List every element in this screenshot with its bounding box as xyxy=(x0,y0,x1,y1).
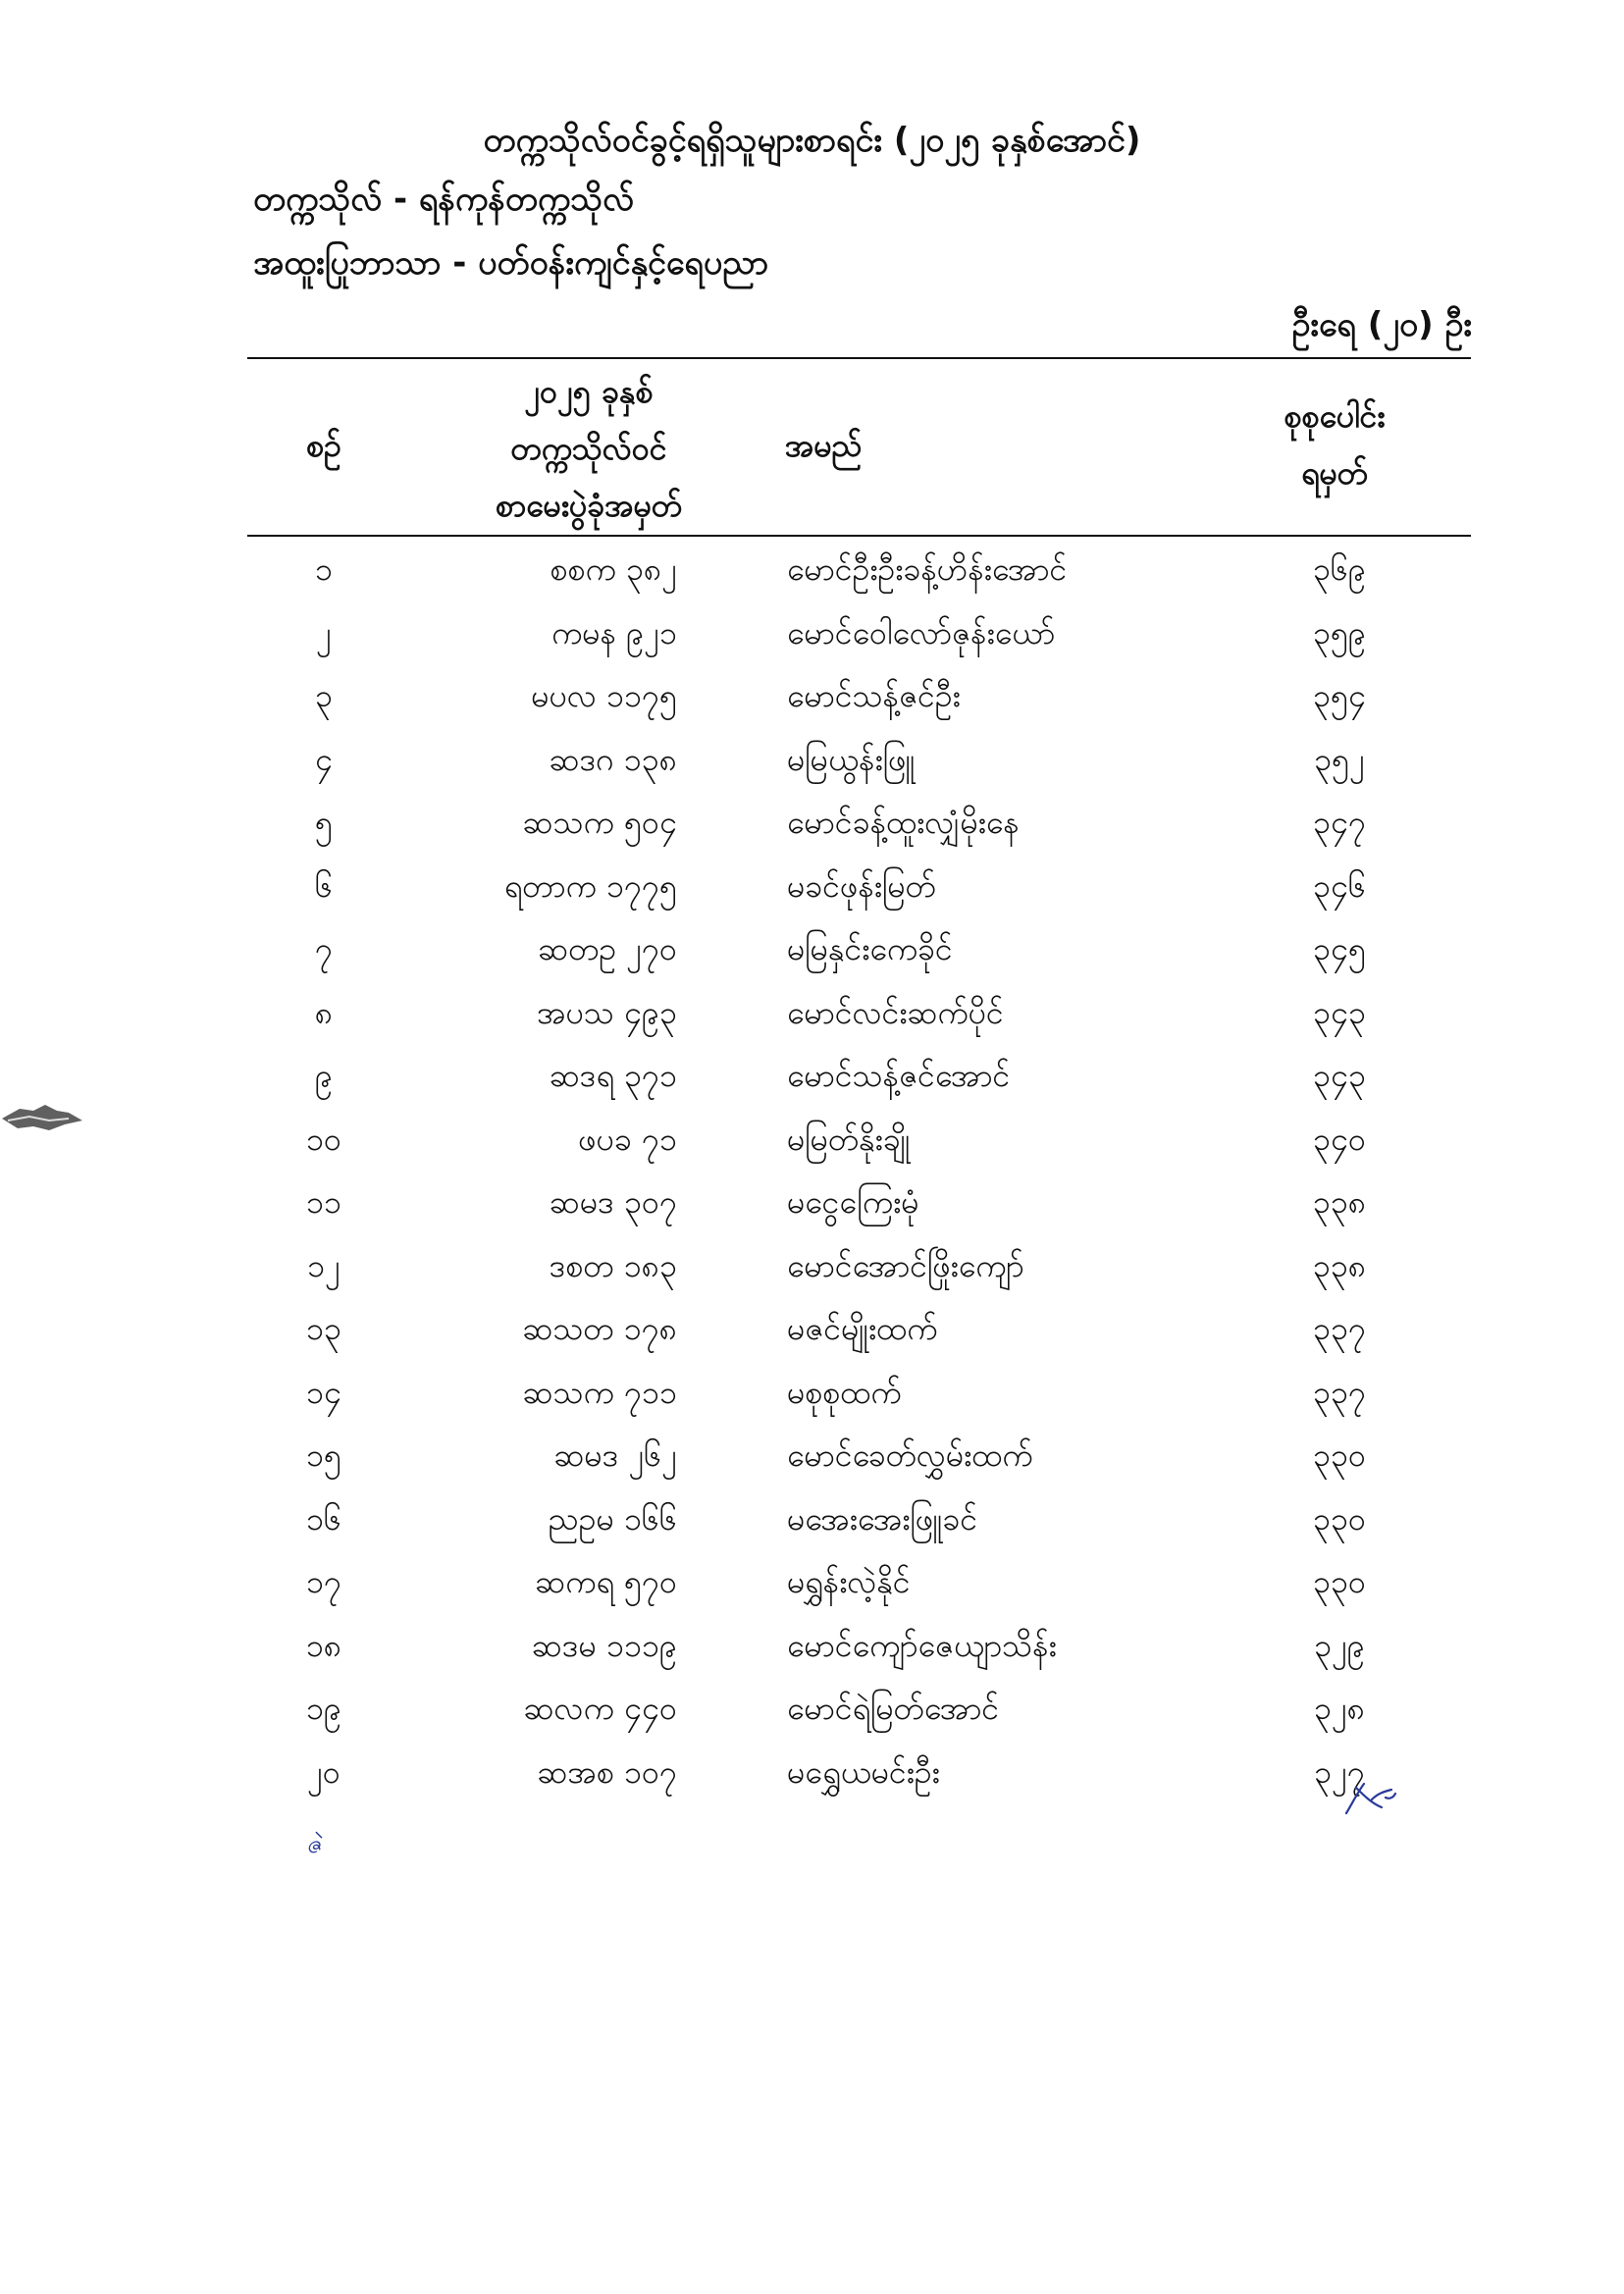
row-roll-number: ဆကရ ၅၇၀ xyxy=(535,1563,677,1600)
row-total-mark: ၃၅၉ xyxy=(1313,613,1366,652)
table-row xyxy=(0,1108,1624,1172)
signature-mark xyxy=(1342,1778,1397,1817)
row-total-mark: ၃၂၇ xyxy=(1314,1752,1365,1791)
row-roll-number: ဖပခ ၇၁ xyxy=(578,1120,677,1158)
row-roll-number: ဆဒရ ၃၇၁ xyxy=(549,1057,677,1094)
row-number: ၁၅ xyxy=(306,1436,341,1474)
table-top-rule xyxy=(247,357,1471,359)
table-header-rule xyxy=(247,535,1471,537)
row-name: မငွေကြေးမုံ xyxy=(787,1183,919,1221)
row-roll-number: ဆသက ၅၀၄ xyxy=(522,804,677,841)
row-name: မောင်ဝေါလော်ဇုန်းယော် xyxy=(787,613,1056,652)
table-row xyxy=(0,791,1624,855)
column-header-roll-line1: ၂၀၂၅ ခုနှစ် xyxy=(524,373,654,410)
row-roll-number: မပလ ၁၁၇၅ xyxy=(531,677,677,714)
row-name: မအေးအေးဖြူခင် xyxy=(787,1499,978,1538)
column-header-no: စဉ် xyxy=(306,427,341,464)
row-name: မစုစုထက် xyxy=(787,1373,902,1411)
table-row xyxy=(0,1614,1624,1678)
row-total-mark: ၃၅၂ xyxy=(1314,740,1365,778)
row-roll-number: ဆတဥ ၂၇၀ xyxy=(538,930,677,967)
row-roll-number: ဆအစ ၁၀၇ xyxy=(537,1752,677,1791)
row-name: မောင်ရဲမြတ်အောင် xyxy=(787,1690,1000,1727)
row-name: မောင်ခန့်ထူးလျှံမိုးနေ xyxy=(787,804,1020,841)
row-name: မမြတ်နိုးချို xyxy=(787,1120,911,1158)
row-number: ၇ xyxy=(315,930,333,967)
initials-mark: ဇဲ xyxy=(306,1830,322,1859)
column-header-mark-line2: ရမှတ် xyxy=(1301,454,1368,492)
row-total-mark: ၃၃၀ xyxy=(1313,1436,1366,1474)
row-name: မောင်ဦးဦးခန့်ဟိန်းအောင် xyxy=(787,550,1068,588)
table-row xyxy=(0,1361,1624,1425)
row-number: ၁၉ xyxy=(306,1690,341,1727)
row-total-mark: ၃၆၉ xyxy=(1313,550,1366,588)
row-number: ၁၇ xyxy=(306,1563,341,1600)
row-total-mark: ၃၄၆ xyxy=(1313,866,1366,905)
row-total-mark: ၃၄၅ xyxy=(1313,930,1366,967)
row-name: မမြနှင်းကေခိုင် xyxy=(787,930,953,967)
table-row xyxy=(0,1677,1624,1741)
row-total-mark: ၃၅၄ xyxy=(1313,677,1366,714)
major-line: အထူးပြုဘာသာ - ပတ်ဝန်းကျင်နှင့်ရေပညာ xyxy=(253,243,769,283)
row-name: မရွှေယမင်းဦး xyxy=(787,1752,940,1791)
row-number: ၈ xyxy=(314,993,334,1031)
row-total-mark: ၃၄၃ xyxy=(1313,993,1366,1031)
paper-tear-mark xyxy=(0,1091,88,1140)
table-row xyxy=(0,538,1624,601)
row-number: ၉ xyxy=(315,1057,333,1094)
table-body xyxy=(0,538,1624,1803)
row-total-mark: ၃၃၇ xyxy=(1313,1310,1366,1347)
row-name: မောင်ခေတ်လွှမ်းထက် xyxy=(787,1436,1033,1474)
table-row xyxy=(0,1171,1624,1234)
row-total-mark: ၃၂၈ xyxy=(1314,1690,1365,1727)
row-total-mark: ၃၃၀ xyxy=(1313,1563,1366,1600)
row-total-mark: ၃၃၈ xyxy=(1312,1183,1367,1221)
row-number: ၂ xyxy=(316,613,332,652)
university-line: တက္ကသိုလ် - ရန်ကုန်တက္ကသိုလ် xyxy=(253,180,635,219)
row-name: မောင်ကျော်ဇေယျာသိန်း xyxy=(787,1626,1057,1664)
row-name: မောင်သန့်ဇင်ဦး xyxy=(787,677,961,714)
table-row xyxy=(0,728,1624,792)
row-roll-number: ဆသက ၇၁၁ xyxy=(522,1373,677,1411)
row-number: ၂၀ xyxy=(307,1752,341,1791)
row-number: ၁၆ xyxy=(306,1499,341,1538)
row-number: ၃ xyxy=(315,677,333,714)
row-name: မောင်သန့်ဇင်အောင် xyxy=(787,1057,1011,1094)
row-total-mark: ၃၄၃ xyxy=(1313,1057,1366,1094)
row-number: ၁၈ xyxy=(305,1626,342,1664)
row-name: မရွှန်းလဲ့နိုင် xyxy=(787,1563,911,1600)
row-number: ၁ xyxy=(315,550,333,588)
row-total-mark: ၃၃၈ xyxy=(1312,1246,1367,1284)
row-roll-number: ဆဒမ ၁၁၁၉ xyxy=(531,1626,677,1664)
row-number: ၄ xyxy=(315,740,333,778)
column-header-name: အမည် xyxy=(785,427,863,464)
student-count: ဦးရေ (၂၀) ဦး xyxy=(1291,305,1472,344)
row-roll-number: ဒစတ ၁၈၃ xyxy=(549,1246,677,1284)
table-row xyxy=(0,664,1624,728)
column-header-roll-line2: တက္ကသိုလ်ဝင် xyxy=(510,430,667,467)
row-roll-number: ဆဒဂ ၁၃၈ xyxy=(549,740,677,778)
table-row xyxy=(0,1044,1624,1108)
table-row xyxy=(0,1424,1624,1487)
table-row xyxy=(0,981,1624,1045)
table-row xyxy=(0,1234,1624,1298)
row-number: ၁၁ xyxy=(306,1183,341,1221)
row-total-mark: ၃၃၀ xyxy=(1313,1499,1366,1538)
row-number: ၅ xyxy=(315,804,333,841)
table-row xyxy=(0,601,1624,665)
table-row xyxy=(0,1550,1624,1614)
row-roll-number: အပသ ၄၉၃ xyxy=(537,993,677,1031)
row-name: မခင်ဖုန်းမြတ် xyxy=(787,866,936,905)
row-name: မမြယွန်းဖြူ xyxy=(787,740,916,778)
row-roll-number: ဆသတ ၁၇၈ xyxy=(522,1310,677,1347)
row-roll-number: ကမန ၉၂၁ xyxy=(550,613,677,652)
table-row xyxy=(0,855,1624,918)
row-roll-number: ဆမဒ ၂၆၂ xyxy=(553,1436,677,1474)
row-name: မောင်လင်းဆက်ပိုင် xyxy=(787,993,1004,1031)
column-header-mark-line1: စုစုပေါင်း xyxy=(1283,397,1386,435)
column-header-roll xyxy=(451,363,726,534)
row-total-mark: ၃၄၀ xyxy=(1313,1120,1366,1158)
row-total-mark: ၃၃၇ xyxy=(1313,1373,1366,1411)
row-roll-number: ဆလက ၄၄၀ xyxy=(523,1690,677,1727)
row-roll-number: စစက ၃၈၂ xyxy=(550,550,677,588)
row-number: ၁၂ xyxy=(307,1246,341,1284)
column-header-mark xyxy=(1227,388,1442,501)
row-roll-number: ဆမဒ ၃၀၇ xyxy=(549,1183,677,1221)
page-title: တက္ကသိုလ်ဝင်ခွင့်ရရှိသူများစာရင်း (၂၀၂၅ ခုနှစ်အောင်) xyxy=(483,121,1141,160)
row-number: ၁၄ xyxy=(306,1373,341,1411)
table-row xyxy=(0,1487,1624,1551)
table-row xyxy=(0,917,1624,981)
row-name: မောင်အောင်ဖြိုးကျော် xyxy=(787,1246,1024,1284)
row-total-mark: ၃၄၇ xyxy=(1313,804,1366,841)
row-number: ၁၃ xyxy=(306,1310,341,1347)
column-header-roll-line3: စာမေးပွဲခုံအမှတ် xyxy=(496,487,682,524)
row-roll-number: ညဥမ ၁၆၆ xyxy=(548,1499,677,1538)
row-number: ၁၀ xyxy=(306,1120,341,1158)
row-number: ၆ xyxy=(315,866,333,905)
row-name: မဇင်မျိုးထက် xyxy=(787,1310,938,1347)
table-row xyxy=(0,1297,1624,1361)
row-roll-number: ရတာက ၁၇၇၅ xyxy=(503,866,677,905)
row-total-mark: ၃၂၉ xyxy=(1314,1626,1365,1664)
